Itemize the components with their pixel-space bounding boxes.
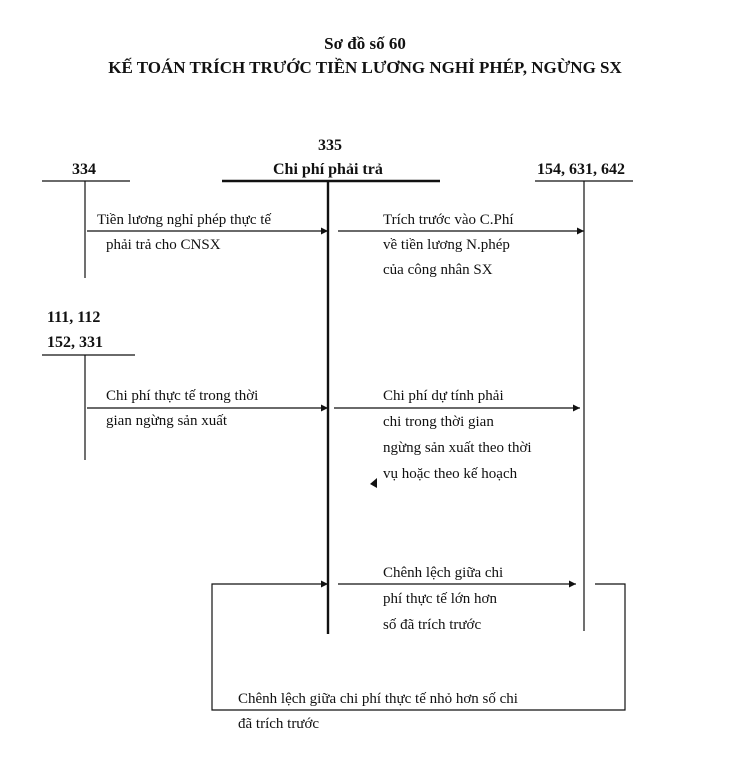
flow3-label-line2: gian ngừng sản xuất [106, 413, 228, 429]
flow6-label-line2: đã trích trước [238, 716, 320, 732]
flow3-label-line1: Chi phí thực tế trong thời [106, 388, 259, 404]
account-154-631-642: 154, 631, 642 [537, 161, 625, 178]
account-152-331: 152, 331 [47, 334, 103, 351]
flow1-label-line1: Tiền lương nghỉ phép thực tế [97, 212, 272, 228]
flow1-label-line2: phải trả cho CNSX [106, 237, 221, 253]
diagram-title: KẾ TOÁN TRÍCH TRƯỚC TIỀN LƯƠNG NGHỈ PHÉP, NGỪNG SX [108, 58, 622, 77]
flow2-label-line3: của công nhân SX [383, 262, 493, 278]
account-335-name: Chi phí phải trả [273, 161, 383, 178]
flow6-label-line1: Chênh lệch giữa chi phí thực tế nhỏ hơn số chi [238, 691, 518, 707]
account-111-112: 111, 112 [47, 309, 101, 326]
flow4-label-line1: Chi phí dự tính phải [383, 388, 504, 404]
stray-arrow-mark [370, 478, 377, 488]
account-335-code: 335 [318, 137, 342, 154]
diagram-number: Sơ đồ số 60 [324, 34, 406, 53]
flow5-label-line1: Chênh lệch giữa chi [383, 565, 504, 581]
flow5-label-line2: phí thực tế lớn hơn [383, 591, 497, 607]
flow5-label-line3: số đã trích trước [383, 617, 482, 633]
flow4-label-line4: vụ hoặc theo kế hoạch [383, 466, 518, 482]
flow4-label-line3: ngừng sản xuất theo thời [383, 440, 532, 456]
flow2-label-line1: Trích trước vào C.Phí [383, 212, 514, 228]
account-334: 334 [72, 161, 96, 178]
flow2-label-line2: về tiền lương N.phép [383, 237, 510, 253]
flow4-label-line2: chi trong thời gian [383, 414, 494, 430]
